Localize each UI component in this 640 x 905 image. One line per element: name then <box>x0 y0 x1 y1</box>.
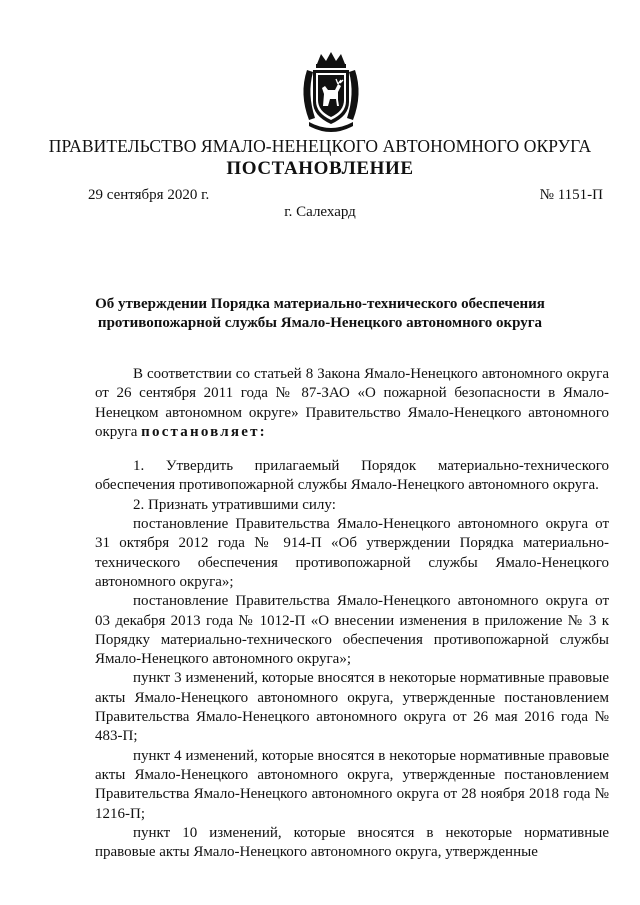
list-item: 1. Утвердить прилагаемый Порядок материально-технического обеспечения противопожарной службы Ямало-Ненецкого автономного округа. <box>95 458 609 494</box>
preamble-emphasis: постановляет: <box>141 423 267 440</box>
document-title <box>80 295 560 333</box>
document-city: г. Салехард <box>284 204 356 220</box>
title-line-1: Об утверждении Порядка материально-технического обеспечения <box>95 296 545 312</box>
list-item: пункт 4 изменений, которые вносятся в некоторые нормативные правовые акты Ямало-Ненецкого автономного округа, утвержденные постановлением Правительства Ямало-Ненецкого автономного округа от 28 ноября 2018 года № 1216-П; <box>95 747 609 822</box>
preamble-paragraph <box>95 365 609 442</box>
list-item: постановление Правительства Ямало-Ненецкого автономного округа от 03 декабря 2013 года № 1012-П «О внесении изменения в приложение № 3 к Порядку материально-технического обеспечения противопожарной службы Ямало-Ненецкого автономного округа»; <box>95 593 609 668</box>
list-item: пункт 3 изменений, которые вносятся в некоторые нормативные правовые акты Ямало-Ненецкого автономного округа, утвержденные постановлением Правительства Ямало-Ненецкого автономного округа от 26 мая 2016 года № 483-П; <box>95 670 609 745</box>
government-name: ПРАВИТЕЛЬСТВО ЯМАЛО-НЕНЕЦКОГО АВТОНОМНОГО ОКРУГА <box>48 136 592 156</box>
preamble-text: В соответствии со статьей 8 Закона Ямало-Ненецкого автономного округа от 26 сентября 2011 года № 87-ЗАО «О пожарной безопасности в Ямало-Ненецком автономном округе» Правительство Ямало-Ненецкого автономного округа <box>95 366 609 440</box>
document-body <box>95 365 609 862</box>
coat-of-arms-icon <box>297 50 365 136</box>
list-item: 2. Признать утратившими силу: <box>133 496 336 513</box>
title-line-2: противопожарной службы Ямало-Ненецкого автономного округа <box>97 315 543 331</box>
document-date: 29 сентября 2020 г. <box>88 187 210 203</box>
list-item: постановление Правительства Ямало-Ненецкого автономного округа от 31 октября 2012 года № 914-П «Об утверждении Порядка материально-технического обеспечения противопожарной службы Ямало-Ненецкого автономного округа»; <box>95 516 609 590</box>
document-number: № 1151-П <box>539 187 603 203</box>
document-type: ПОСТАНОВЛЕНИЕ <box>226 158 414 179</box>
list-item: пункт 10 изменений, которые вносятся в некоторые нормативные правовые акты Ямало-Ненецкого автономного округа, утвержденные <box>95 824 609 861</box>
